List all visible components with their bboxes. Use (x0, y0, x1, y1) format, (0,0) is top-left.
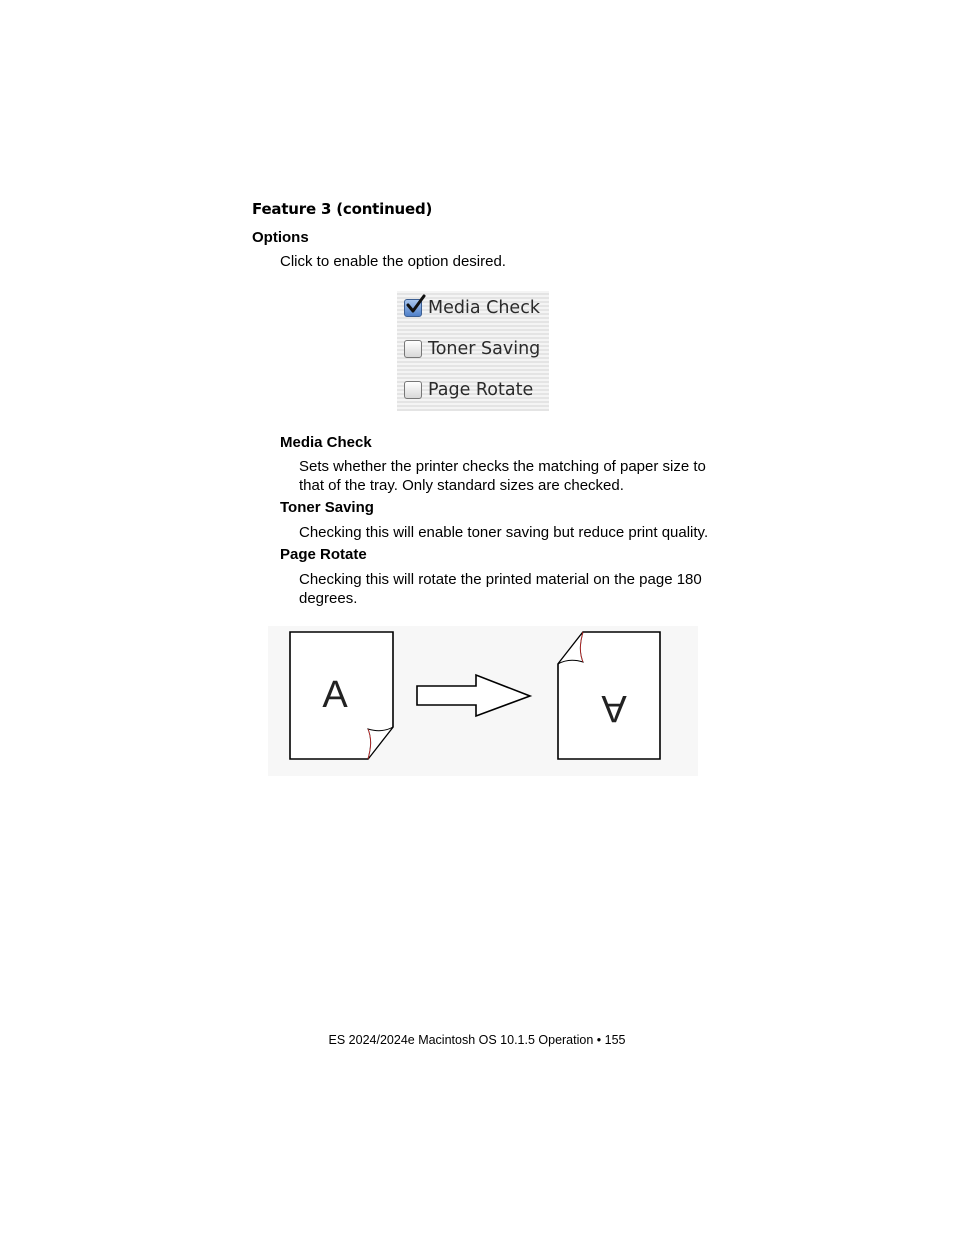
media-check-label: Media Check (428, 298, 540, 318)
checkmark-icon (405, 294, 427, 316)
term-page-rotate: Page Rotate (280, 546, 367, 563)
page-letter-rotated: A (601, 687, 627, 729)
media-check-option[interactable] (404, 297, 540, 319)
toner-saving-option[interactable] (404, 338, 540, 360)
page-rotate-option[interactable] (404, 379, 533, 401)
feature-heading: Feature 3 (continued) (252, 200, 433, 218)
toner-saving-label: Toner Saving (428, 339, 541, 359)
desc-toner-saving: Checking this will enable toner saving but reduce print quality. (299, 524, 709, 541)
options-heading: Options (252, 229, 309, 246)
page-after (558, 632, 660, 759)
page-before (290, 632, 393, 759)
term-toner-saving: Toner Saving (280, 499, 374, 516)
page-letter-upright: A (322, 674, 348, 716)
options-panel (397, 291, 549, 411)
page-rotate-checkbox[interactable] (404, 381, 422, 399)
page-rotate-label: Page Rotate (428, 380, 534, 400)
page-rotate-illustration (268, 626, 698, 776)
term-media-check: Media Check (280, 434, 372, 451)
desc-media-check: Sets whether the printer checks the matching of paper size to that of the tray. Only standard sizes are checked. (299, 458, 706, 494)
page-footer: ES 2024/2024e Macintosh OS 10.1.5 Operation • 155 (328, 1033, 626, 1047)
media-check-checkbox[interactable] (404, 299, 422, 317)
intro-text: Click to enable the option desired. (280, 253, 506, 270)
desc-page-rotate: Checking this will rotate the printed material on the page 180 degrees. (299, 571, 702, 607)
toner-saving-checkbox[interactable] (404, 340, 422, 358)
